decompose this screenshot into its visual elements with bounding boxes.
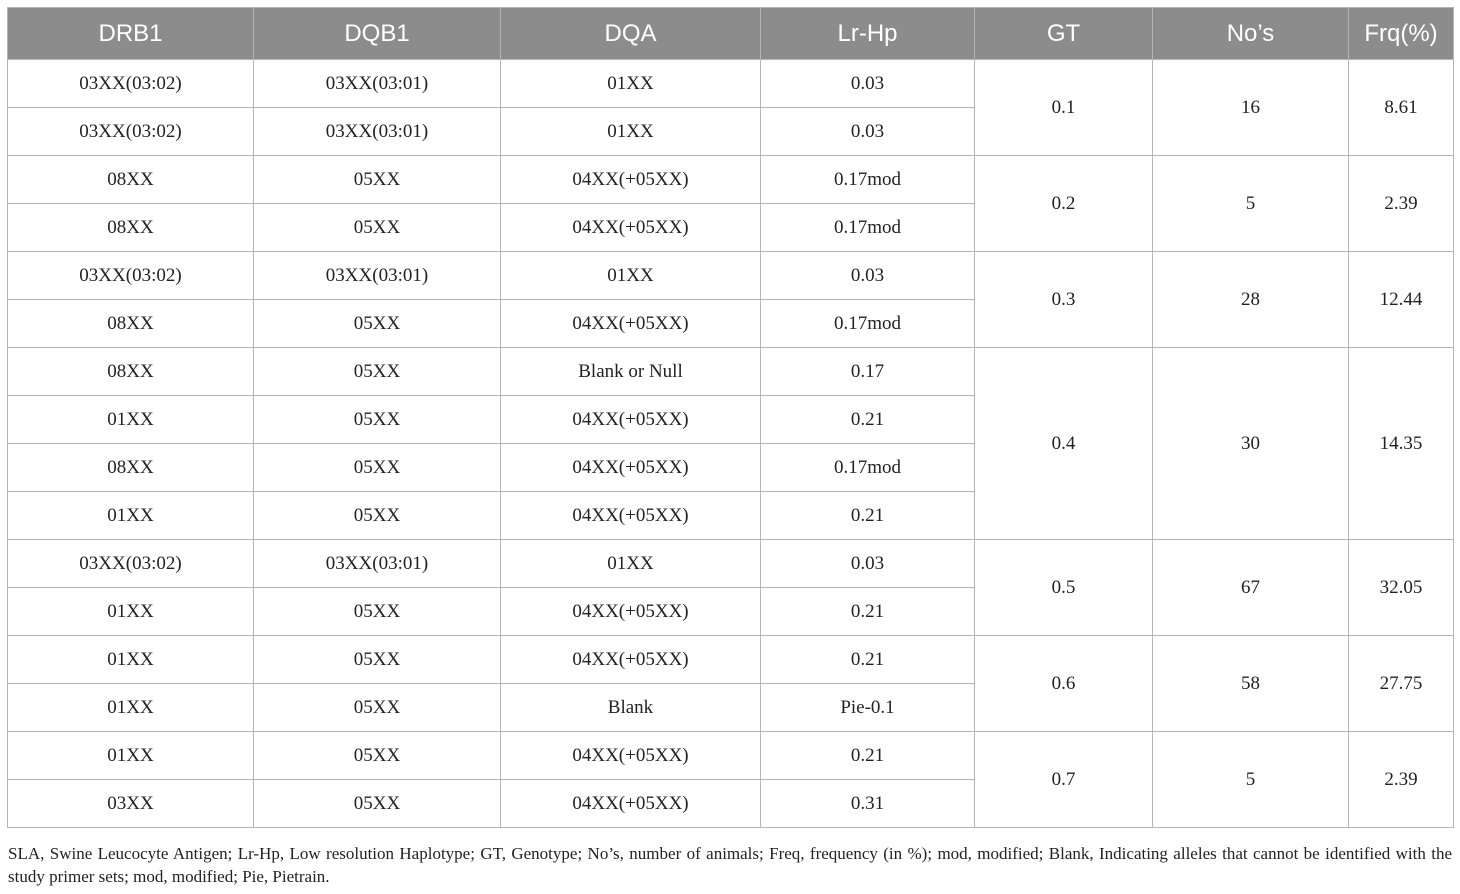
header-dqb1: DQB1 — [254, 8, 501, 60]
cell-lr-hp: 0.21 — [761, 492, 975, 540]
cell-dqb1: 05XX — [254, 588, 501, 636]
header-nos: No’s — [1153, 8, 1349, 60]
cell-nos: 5 — [1153, 156, 1349, 252]
cell-dqb1: 03XX(03:01) — [254, 252, 501, 300]
table-row — [8, 60, 1454, 108]
cell-dqa: 04XX(+05XX) — [501, 300, 761, 348]
cell-dqa: 01XX — [501, 108, 761, 156]
cell-gt: 0.4 — [975, 348, 1153, 540]
cell-dqb1: 05XX — [254, 204, 501, 252]
cell-frq: 32.05 — [1349, 540, 1454, 636]
cell-lr-hp: 0.03 — [761, 60, 975, 108]
header-dqa: DQA — [501, 8, 761, 60]
cell-nos: 67 — [1153, 540, 1349, 636]
cell-frq: 2.39 — [1349, 732, 1454, 828]
cell-dqb1: 05XX — [254, 684, 501, 732]
cell-dqb1: 05XX — [254, 348, 501, 396]
cell-lr-hp: 0.03 — [761, 252, 975, 300]
cell-drb1: 08XX — [8, 348, 254, 396]
header-row — [8, 8, 1454, 60]
cell-drb1: 01XX — [8, 588, 254, 636]
cell-dqa: 04XX(+05XX) — [501, 732, 761, 780]
cell-gt: 0.5 — [975, 540, 1153, 636]
cell-dqa: 01XX — [501, 252, 761, 300]
cell-nos: 5 — [1153, 732, 1349, 828]
table-row — [8, 732, 1454, 780]
cell-drb1: 03XX(03:02) — [8, 108, 254, 156]
cell-drb1: 08XX — [8, 300, 254, 348]
cell-lr-hp: 0.31 — [761, 780, 975, 828]
cell-dqa: Blank — [501, 684, 761, 732]
table-row — [8, 156, 1454, 204]
cell-drb1: 03XX(03:02) — [8, 252, 254, 300]
cell-frq: 8.61 — [1349, 60, 1454, 156]
cell-drb1: 03XX(03:02) — [8, 60, 254, 108]
cell-drb1: 08XX — [8, 204, 254, 252]
cell-dqb1: 05XX — [254, 636, 501, 684]
cell-gt: 0.3 — [975, 252, 1153, 348]
header-lr-hp: Lr-Hp — [761, 8, 975, 60]
cell-frq: 14.35 — [1349, 348, 1454, 540]
cell-dqb1: 03XX(03:01) — [254, 108, 501, 156]
table-footnote: SLA, Swine Leucocyte Antigen; Lr-Hp, Low resolution Haplotype; GT, Genotype; No’s, number of animals; Freq, frequency (in %); mod, modified; Blank, Indicating alleles that cannot be identified with the study primer sets; mod, modified; Pie, Pietrain. — [8, 844, 1452, 886]
cell-dqb1: 05XX — [254, 156, 501, 204]
cell-lr-hp: 0.17mod — [761, 156, 975, 204]
cell-lr-hp: 0.03 — [761, 108, 975, 156]
cell-lr-hp: 0.17mod — [761, 204, 975, 252]
cell-dqa: 01XX — [501, 540, 761, 588]
table-row — [8, 540, 1454, 588]
cell-dqb1: 03XX(03:01) — [254, 540, 501, 588]
cell-drb1: 08XX — [8, 444, 254, 492]
cell-frq: 2.39 — [1349, 156, 1454, 252]
cell-frq: 12.44 — [1349, 252, 1454, 348]
cell-gt: 0.1 — [975, 60, 1153, 156]
cell-lr-hp: 0.21 — [761, 396, 975, 444]
cell-drb1: 01XX — [8, 396, 254, 444]
cell-lr-hp: Pie-0.1 — [761, 684, 975, 732]
cell-drb1: 01XX — [8, 732, 254, 780]
cell-gt: 0.6 — [975, 636, 1153, 732]
cell-lr-hp: 0.03 — [761, 540, 975, 588]
cell-dqb1: 05XX — [254, 780, 501, 828]
cell-drb1: 03XX — [8, 780, 254, 828]
cell-dqa: 01XX — [501, 60, 761, 108]
table-row — [8, 636, 1454, 684]
cell-drb1: 08XX — [8, 156, 254, 204]
cell-nos: 30 — [1153, 348, 1349, 540]
cell-nos: 16 — [1153, 60, 1349, 156]
cell-lr-hp: 0.21 — [761, 636, 975, 684]
cell-dqa: Blank or Null — [501, 348, 761, 396]
cell-gt: 0.7 — [975, 732, 1153, 828]
cell-dqb1: 05XX — [254, 300, 501, 348]
cell-dqa: 04XX(+05XX) — [501, 156, 761, 204]
cell-lr-hp: 0.17mod — [761, 444, 975, 492]
cell-dqa: 04XX(+05XX) — [501, 492, 761, 540]
cell-dqa: 04XX(+05XX) — [501, 780, 761, 828]
cell-drb1: 01XX — [8, 684, 254, 732]
table-row — [8, 348, 1454, 396]
cell-dqb1: 05XX — [254, 396, 501, 444]
cell-nos: 28 — [1153, 252, 1349, 348]
table-header — [8, 8, 1454, 60]
cell-lr-hp: 0.17mod — [761, 300, 975, 348]
cell-dqa: 04XX(+05XX) — [501, 396, 761, 444]
header-drb1: DRB1 — [8, 8, 254, 60]
table-row — [8, 252, 1454, 300]
cell-dqb1: 05XX — [254, 492, 501, 540]
cell-dqb1: 05XX — [254, 732, 501, 780]
cell-dqa: 04XX(+05XX) — [501, 636, 761, 684]
cell-nos: 58 — [1153, 636, 1349, 732]
cell-drb1: 01XX — [8, 492, 254, 540]
cell-dqa: 04XX(+05XX) — [501, 588, 761, 636]
cell-frq: 27.75 — [1349, 636, 1454, 732]
cell-dqb1: 03XX(03:01) — [254, 60, 501, 108]
cell-drb1: 01XX — [8, 636, 254, 684]
haplotype-table — [7, 7, 1454, 828]
cell-dqb1: 05XX — [254, 444, 501, 492]
cell-lr-hp: 0.21 — [761, 732, 975, 780]
cell-gt: 0.2 — [975, 156, 1153, 252]
table-body — [8, 60, 1454, 828]
cell-dqa: 04XX(+05XX) — [501, 204, 761, 252]
header-gt: GT — [975, 8, 1153, 60]
cell-drb1: 03XX(03:02) — [8, 540, 254, 588]
cell-lr-hp: 0.17 — [761, 348, 975, 396]
cell-lr-hp: 0.21 — [761, 588, 975, 636]
cell-dqa: 04XX(+05XX) — [501, 444, 761, 492]
header-frq: Frq(%) — [1349, 8, 1454, 60]
